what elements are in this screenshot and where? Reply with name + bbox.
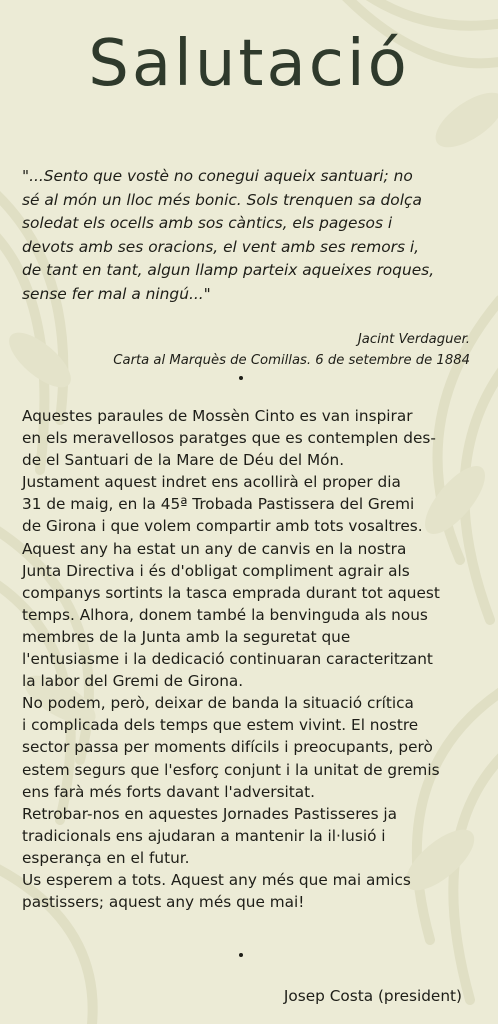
quote-line: "...Sento que vostè no conegui aqueix santuari; no	[22, 167, 413, 185]
body-line: pastissers; aquest any més que mai!	[22, 893, 305, 912]
body-line: No podem, però, deixar de banda la situació crítica	[22, 694, 414, 713]
separator-dot	[239, 376, 243, 380]
body-line: Aquest any ha estat un any de canvis en la nostra	[22, 539, 407, 558]
body-line: membres de la Junta amb la seguretat que	[22, 627, 351, 646]
body-line: Aquestes paraules de Mossèn Cinto es van inspirar	[22, 407, 413, 425]
body-line: Junta Directiva i és d'obligat compliment agrair als	[22, 561, 410, 580]
body-line: en els meravellosos paratges que es contemplen des-	[22, 429, 436, 448]
body-line: esperança en el futur.	[22, 848, 190, 867]
body-line: companys sortints la tasca emprada durant tot aquest	[22, 583, 440, 602]
body-line: estem segurs que l'esforç conjunt i la unitat de gremis	[22, 760, 440, 779]
body-line: temps. Alhora, donem també la benvinguda als nous	[22, 605, 428, 624]
quote-line: de tant en tant, algun llamp parteix aqueixes roques,	[22, 261, 435, 280]
quote-attribution	[113, 330, 470, 371]
attribution-source: Carta al Marquès de Comillas. 6 de setembre de 1884	[113, 352, 470, 368]
body-line: Us esperem a tots. Aquest any més que mai amics	[22, 870, 411, 889]
body-line: de el Santuari de la Mare de Déu del Món.	[22, 451, 345, 470]
body-line: ens farà més forts davant l'adversitat.	[22, 782, 316, 801]
body-line: Justament aquest indret ens acollirà el proper dia	[22, 473, 401, 492]
separator-dot	[239, 953, 243, 957]
body-line: la labor del Gremi de Girona.	[22, 672, 244, 691]
signature: Josep Costa (president)	[283, 987, 462, 1005]
body-line: tradicionals ens ajudaran a mantenir la il·lusió i	[22, 826, 386, 845]
quote-line: soledat els ocells amb sos càntics, els pagesos i	[22, 214, 393, 233]
attribution-author: Jacint Verdaguer.	[357, 332, 470, 347]
body-text	[22, 405, 482, 913]
body-line: de Girona i que volem compartir amb tots vosaltres.	[22, 517, 423, 536]
quote-block	[22, 165, 472, 307]
body-line: l'entusiasme i la dedicació continuaran caracteritzant	[22, 650, 433, 669]
body-line: Retrobar-nos en aquestes Jornades Pastisseres ja	[22, 804, 398, 823]
quote-line: sense fer mal a ningú..."	[22, 284, 211, 303]
body-line: i complicada dels temps que estem vivint. El nostre	[22, 716, 419, 735]
body-line: sector passa per moments difícils i preocupants, però	[22, 738, 433, 757]
quote-line: sé al món un lloc més bonic. Sols trenquen sa dolça	[22, 190, 422, 209]
quote-line: devots amb ses oracions, el vent amb ses remors i,	[22, 237, 420, 256]
page-title: Salutació	[88, 27, 410, 101]
body-line: 31 de maig, en la 45ª Trobada Pastissera del Gremi	[22, 495, 415, 514]
